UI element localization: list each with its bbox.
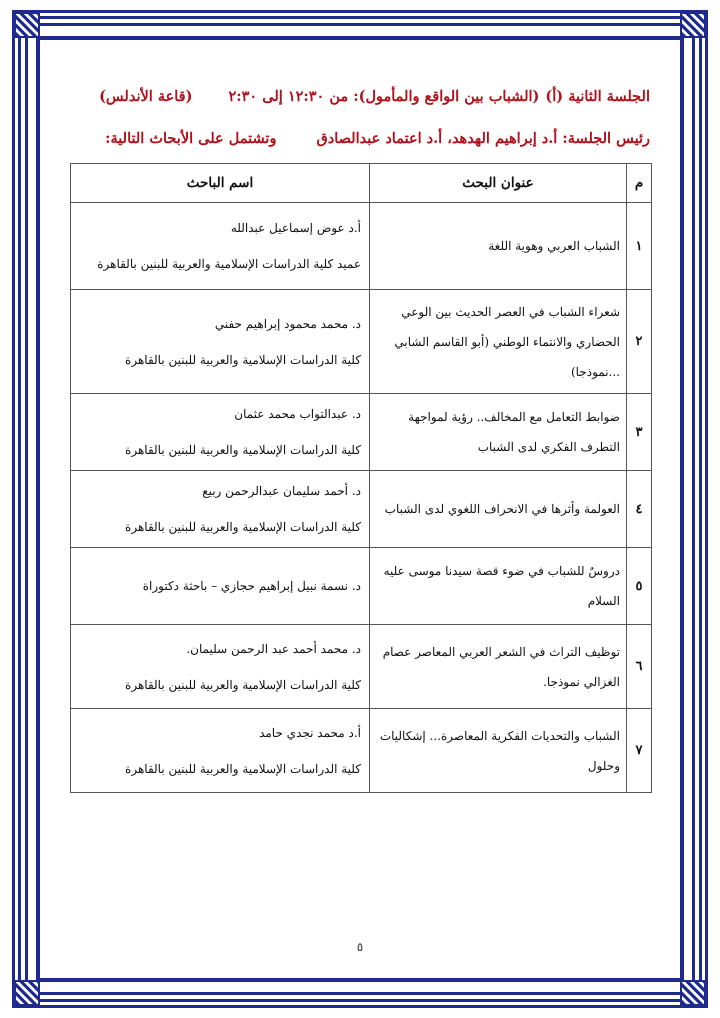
author-name: د. محمد محمود إبراهيم حفني (214, 316, 361, 331)
corner-ornament (680, 12, 706, 38)
corner-ornament (14, 12, 40, 38)
paper-title: دروسٌ للشباب في ضوء قصة سيدنا موسى عليه السلام (370, 548, 627, 625)
author-cell (71, 471, 370, 548)
includes-label: وتشتمل على الأبحاث التالية: (105, 130, 277, 147)
author-name: د. نسمة نبيل إبراهيم حجازي – باحثة دكتوراة (142, 579, 361, 593)
table-row (71, 394, 652, 471)
author-name: أ.د عوض إسماعيل عبدالله (230, 221, 361, 235)
author-cell (71, 548, 370, 625)
author-affiliation: كلية الدراسات الإسلامية والعربية للبنين بالقاهرة (125, 520, 361, 534)
author-affiliation: كلية الدراسات الإسلامية والعربية للبنين بالقاهرة (125, 352, 361, 367)
session-name: الجلسة الثانية (أ) (545, 88, 650, 105)
author-name: د. أحمد سليمان عبدالرحمن ربيع (202, 484, 361, 498)
author-affiliation: كلية الدراسات الإسلامية والعربية للبنين بالقاهرة (125, 677, 361, 692)
column-header-author: اسم الباحث (71, 164, 370, 203)
table-row (71, 709, 652, 793)
row-number: ٧ (627, 709, 652, 793)
page-number: ٥ (356, 940, 364, 954)
row-number: ٦ (627, 625, 652, 709)
author-name: د. محمد أحمد عبد الرحمن سليمان. (186, 641, 361, 656)
author-affiliation: كلية الدراسات الإسلامية والعربية للبنين بالقاهرة (125, 443, 361, 457)
author-cell (71, 709, 370, 793)
session-hall: (قاعة الأندلس) (99, 88, 193, 105)
author-name: د. عبدالتواب محمد عثمان (234, 407, 361, 421)
author-cell (71, 203, 370, 290)
paper-title: العولمة وأثرها في الانحراف اللغوي لدى الشباب (370, 471, 627, 548)
row-number: ١ (627, 203, 652, 290)
column-header-title: عنوان البحث (370, 164, 627, 203)
row-number: ٤ (627, 471, 652, 548)
author-cell (71, 625, 370, 709)
session-header (70, 88, 650, 105)
table-row (71, 625, 652, 709)
table-row (71, 548, 652, 625)
author-affiliation: عميد كلية الدراسات الإسلامية والعربية للبنين بالقاهرة (97, 257, 361, 271)
author-cell (71, 290, 370, 394)
author-name: أ.د محمد نجدي حامد (259, 725, 361, 740)
table-row (71, 290, 652, 394)
column-header-num: م (627, 164, 652, 203)
table-row (71, 203, 652, 290)
paper-title: ضوابط التعامل مع المخالف.. رؤية لمواجهة التطرف الفكري لدى الشباب (370, 394, 627, 471)
corner-ornament (14, 980, 40, 1006)
session-chair: رئيس الجلسة: أ.د إبراهيم الهدهد، أ.د اعتماد عبدالصادق (316, 130, 650, 147)
row-number: ٣ (627, 394, 652, 471)
row-number: ٥ (627, 548, 652, 625)
paper-title: الشباب العربي وهوية اللغة (370, 203, 627, 290)
row-number: ٢ (627, 290, 652, 394)
papers-table (70, 163, 652, 793)
paper-title: الشباب والتحديات الفكرية المعاصرة... إشكاليات وحلول (370, 709, 627, 793)
session-topic-time: (الشباب بين الواقع والمأمول): من ١٢:٣٠ إلى ٢:٣٠ (228, 88, 540, 105)
table-row (71, 471, 652, 548)
author-cell (71, 394, 370, 471)
paper-title: توظيف التراث في الشعر العربي المعاصر عصام الغزالي نموذجا. (370, 625, 627, 709)
paper-title: شعراء الشباب في العصر الحديث بين الوعي الحضاري والانتماء الوطني (أبو القاسم الشابي ...نموذجا) (370, 290, 627, 394)
table-header-row (71, 164, 652, 203)
corner-ornament (680, 980, 706, 1006)
session-chair-line (70, 130, 650, 147)
author-affiliation: كلية الدراسات الإسلامية والعربية للبنين بالقاهرة (125, 761, 361, 776)
